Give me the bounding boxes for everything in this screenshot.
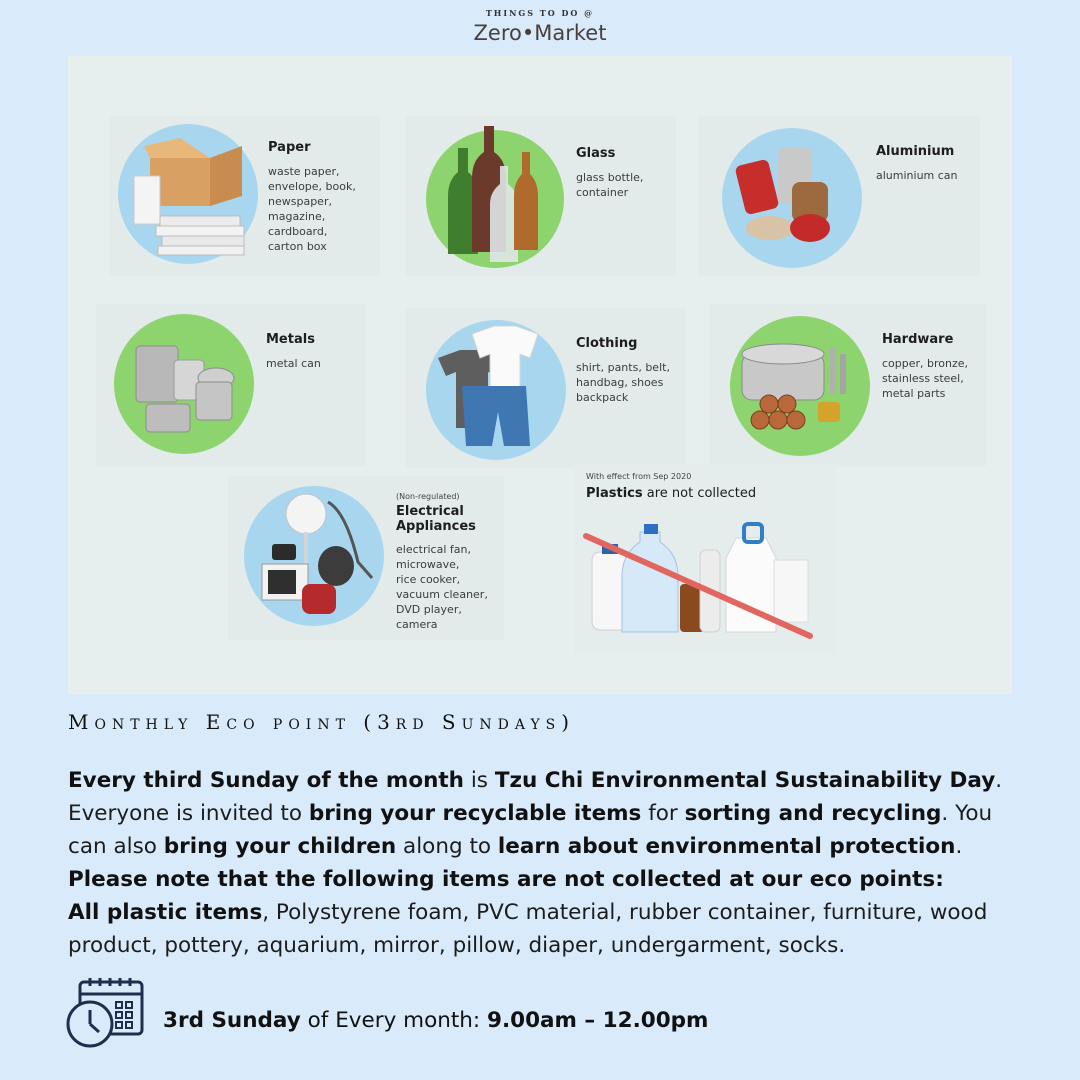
schedule-middle: of Every month: (300, 1008, 487, 1033)
category-title: Hardware (882, 332, 954, 347)
category-items: waste paper, envelope, book, newspaper, magazine, cardboard, carton box (268, 165, 356, 253)
text-span: . Everyone is invited to (68, 768, 1003, 826)
emph-learn-protection: learn about environmental protection (497, 834, 956, 859)
brand-tagline: THINGS TO DO @ (485, 8, 595, 18)
category-title: Paper (268, 140, 311, 155)
text-span: along to (396, 834, 498, 859)
text-span: is (463, 768, 495, 793)
category-title: Clothing (576, 336, 638, 351)
emph-bring-children: bring your children (163, 834, 397, 859)
emph-bring-recyclables: bring your recyclable items (308, 801, 642, 826)
paper-icon (110, 116, 270, 276)
text-span: . (955, 834, 963, 859)
text-span: for (641, 801, 685, 826)
category-title: Aluminium (876, 144, 955, 159)
category-clothing (406, 308, 686, 468)
no-plastics-strike-icon (574, 464, 836, 654)
category-items: copper, bronze, stainless steel, metal parts (882, 357, 969, 400)
plastics-title-bold: Plastics (586, 486, 643, 501)
non-regulated-note: (Non-regulated) (396, 492, 460, 501)
category-metals (96, 304, 366, 466)
plastics-title-rest: are not collected (642, 486, 757, 501)
category-items: glass bottle, container (576, 171, 644, 199)
plastics-not-collected (574, 464, 836, 654)
category-electrical-appliances (228, 476, 504, 640)
calendar-clock-icon (66, 976, 146, 1050)
not-collected-list: , Polystyrene foam, PVC material, rubber container, furniture, wood product, pottery, aquarium, mirror, pillow, diaper, undergarment, socks. (68, 900, 988, 958)
clothing-icon (406, 308, 576, 478)
glass-bottle-icon (406, 116, 576, 286)
text-span: . You can also (68, 801, 993, 859)
section-heading: Monthly Eco point (3rd Sundays) (68, 710, 576, 734)
emph-sorting-recycling: sorting and recycling (684, 801, 942, 826)
not-collected-note: Please note that the following items are not collected at our eco points: (68, 867, 944, 892)
category-title: Metals (266, 332, 315, 347)
category-aluminium (698, 116, 980, 276)
category-items: electrical fan, microwave, rice cooker, vacuum cleaner, DVD player, camera (396, 543, 488, 631)
category-hardware (710, 304, 986, 466)
schedule-time: 9.00am – 12.00pm (486, 1008, 709, 1033)
category-glass (406, 116, 676, 276)
metal-can-icon (96, 304, 266, 474)
effective-date-note: With effect from Sep 2020 (586, 472, 692, 481)
recycling-infographic (68, 56, 1012, 694)
brand-header (0, 8, 1080, 46)
schedule-day: 3rd Sunday (163, 1008, 301, 1033)
category-items: shirt, pants, belt, handbag, shoes backpack (576, 361, 670, 404)
category-title: Glass (576, 146, 616, 161)
emph-tzu-chi-day: Tzu Chi Environmental Sustainability Day (494, 768, 996, 793)
aluminium-can-icon (698, 116, 868, 286)
eco-point-description (68, 764, 1018, 962)
emph-third-sunday: Every third Sunday of the month (68, 768, 464, 793)
category-items: metal can (266, 357, 321, 370)
category-paper (110, 116, 380, 276)
brand-name: Zero•Market (473, 21, 607, 45)
schedule-line (163, 1008, 708, 1033)
hardware-icon (710, 304, 880, 474)
emph-all-plastic: All plastic items (68, 900, 263, 925)
appliances-icon (228, 476, 398, 646)
category-title: Electrical Appliances (396, 504, 476, 534)
category-items: aluminium can (876, 169, 958, 182)
